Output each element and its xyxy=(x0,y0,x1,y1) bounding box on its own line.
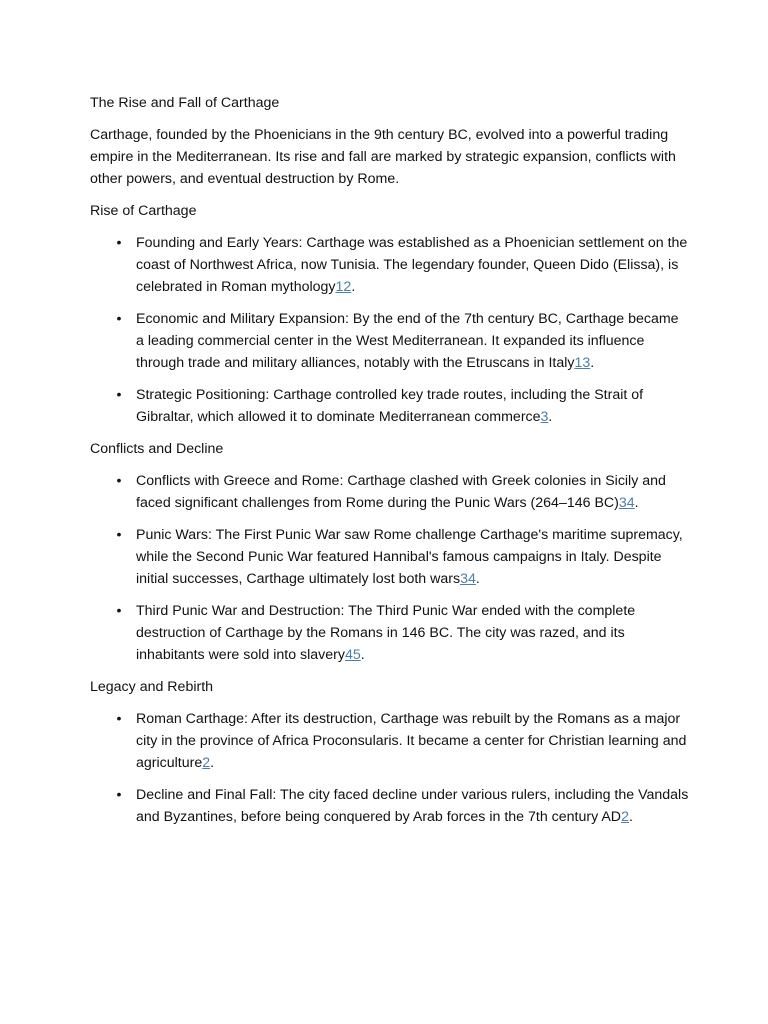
citation-link[interactable]: 2 xyxy=(621,809,629,825)
list-item xyxy=(90,708,690,774)
citation-link[interactable]: 34 xyxy=(460,571,476,587)
item-end: . xyxy=(351,279,356,295)
citation-link[interactable]: 45 xyxy=(344,647,361,663)
section-list-rise xyxy=(90,232,690,428)
list-item xyxy=(90,384,690,428)
section-heading-legacy: Legacy and Rebirth xyxy=(90,679,214,695)
bullet-icon: • xyxy=(116,235,122,251)
section-heading-rise: Rise of Carthage xyxy=(90,203,197,219)
bullet-icon: • xyxy=(116,603,122,619)
item-text: Strategic Positioning: Carthage controlled key trade routes, including the Strait of Gibraltar, which allowed it to dominate Mediterranean commerce xyxy=(136,387,644,425)
item-text: Roman Carthage: After its destruction, Carthage was rebuilt by the Romans as a major city in the province of Africa Proconsularis. It became a center for Christian learning and agriculture xyxy=(136,711,687,771)
item-text: Conflicts with Greece and Rome: Carthage clashed with Greek colonies in Sicily and faced significant challenges from Rome during the Punic Wars (264–146 BC) xyxy=(136,473,666,511)
citation-link[interactable]: 13 xyxy=(574,355,591,371)
item-end: . xyxy=(360,647,365,663)
bullet-icon: • xyxy=(116,711,122,727)
item-text: Founding and Early Years: Carthage was established as a Phoenician settlement on the coast of Northwest Africa, now Tunisia. The legendary founder, Queen Dido (Elissa), is celebrated in Roman mythology xyxy=(136,235,688,295)
document-body xyxy=(90,92,690,838)
item-end: . xyxy=(548,409,553,425)
bullet-icon: • xyxy=(116,387,122,403)
citation-link[interactable]: 2 xyxy=(202,755,211,771)
item-end: . xyxy=(590,355,595,371)
section-heading-conflicts: Conflicts and Decline xyxy=(90,441,224,457)
bullet-icon: • xyxy=(116,311,122,327)
item-text: Economic and Military Expansion: By the end of the 7th century BC, Carthage became a leading commercial center in the West Mediterranean. It expanded its influence through trade and military alliances, notably with the Etruscans in Italy xyxy=(136,311,679,371)
item-end: . xyxy=(628,809,633,825)
list-item xyxy=(90,470,690,514)
citation-link[interactable]: 3 xyxy=(540,409,549,425)
bullet-icon: • xyxy=(116,787,122,803)
list-item xyxy=(90,600,690,666)
item-text: Decline and Final Fall: The city faced decline under various rulers, including the Vandals and Byzantines, before being conquered by Arab forces in the 7th century AD xyxy=(136,787,689,825)
citation-link[interactable]: 12 xyxy=(335,279,352,295)
list-item xyxy=(90,308,690,374)
item-end: . xyxy=(634,495,639,511)
document-title: The Rise and Fall of Carthage xyxy=(90,95,280,111)
bullet-icon: • xyxy=(116,473,122,489)
item-end: . xyxy=(475,571,480,587)
list-item xyxy=(90,232,690,298)
intro-paragraph: Carthage, founded by the Phoenicians in the 9th century BC, evolved into a powerful trading empire in the Mediterranean. Its rise and fall are marked by strategic expansion, conflicts with other powers, and eventual destruction by Rome. xyxy=(90,127,676,187)
item-end: . xyxy=(210,755,215,771)
item-text: Punic Wars: The First Punic War saw Rome challenge Carthage's maritime supremacy, while the Second Punic War featured Hannibal's famous campaigns in Italy. Despite initial successes, Carthage ultimately lost both wars xyxy=(136,527,683,587)
citation-link[interactable]: 34 xyxy=(618,495,635,511)
list-item xyxy=(90,784,690,828)
list-item xyxy=(90,524,690,590)
bullet-icon: • xyxy=(116,527,122,543)
item-text: Third Punic War and Destruction: The Third Punic War ended with the complete destruction of Carthage by the Romans in 146 BC. The city was razed, and its inhabitants were sold into slavery xyxy=(136,603,636,663)
section-list-conflicts xyxy=(90,470,690,666)
section-list-legacy xyxy=(90,708,690,828)
